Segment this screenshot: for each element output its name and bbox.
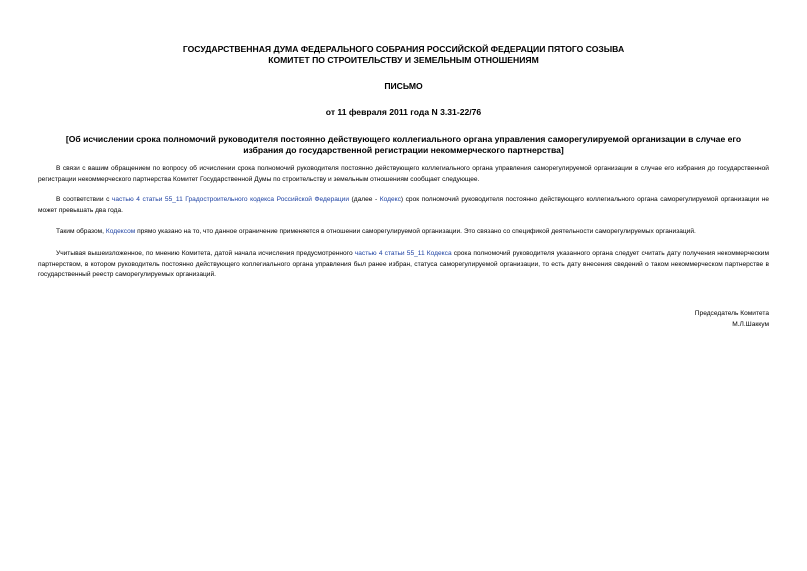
paragraph-2-text-a: В соответствии с: [56, 196, 112, 204]
issuer-line-duma: ГОСУДАРСТВЕННАЯ ДУМА ФЕДЕРАЛЬНОГО СОБРАНИЯ РОССИЙСКОЙ ФЕДЕРАЦИИ ПЯТОГО СОЗЫВА: [182, 44, 625, 54]
paragraph-4: [38, 249, 769, 281]
signature-position: Председатель Комитета: [694, 309, 769, 317]
link-code-reference[interactable]: Кодексом: [105, 228, 136, 236]
document-page: [38, 44, 769, 330]
paragraph-1: [38, 164, 769, 185]
signature-block: [38, 308, 769, 330]
paragraph-1-text: В связи с вашим обращением по вопросу об исчислении срока полномочий руководителя постоянно действующего коллегиального органа управления саморегулируемой организации в случае его избрания до государственной регистрации некоммерческого партнерства Комитет Государственной Думы по строительству и земельным отношениям сообщает следующее.: [38, 165, 769, 183]
paragraph-4-text-a: Учитывая вышеизложенное, по мнению Комитета, датой начала исчисления предусмотренного: [56, 249, 355, 257]
link-code[interactable]: Кодекс: [379, 196, 401, 204]
signature-name: М.Л.Шаккум: [732, 320, 769, 328]
link-urban-code-article[interactable]: частью 4 статьи 55_11 Градостроительного кодекса Российской Федерации: [111, 196, 350, 204]
paragraph-4-text-b: срока полномочий руководителя указанного органа следует считать дату получения некоммерческим партнерством, в котором руководитель постоянно действующего коллегиального органа управления был ранее избран, статуса саморегулируемой организации, то есть дату внесения сведений о таком некоммерческом партнерстве в государственный реестр саморегулируемых организаций.: [38, 249, 769, 279]
paragraph-3: [38, 227, 769, 238]
paragraph-3-text-a: Таким образом,: [56, 228, 106, 236]
document-title: [Об исчислении срока полномочий руководителя постоянно действующего коллегиального органа управления саморегулируемой организации в случае его избрания до государственной регистрации некоммерческого партнерства]: [65, 134, 742, 155]
paragraph-3-text-b: прямо указано на то, что данное ограничение применяется в отношении саморегулируемой организации. Это связано со спецификой деятельности саморегулируемых организаций.: [135, 228, 696, 236]
issuer-block: [38, 44, 769, 66]
link-code-article[interactable]: частью 4 статьи 55_11 Кодекса: [354, 249, 452, 257]
document-date-number: от 11 февраля 2011 года N 3.31-22/76: [325, 107, 482, 117]
paragraph-2-text-c: ) срок полномочий руководителя постоянно действующего коллегиального органа саморегулируемой организации не может превышать два года.: [38, 196, 770, 214]
issuer-line-committee: КОМИТЕТ ПО СТРОИТЕЛЬСТВУ И ЗЕМЕЛЬНЫМ ОТНОШЕНИЯМ: [268, 55, 539, 65]
document-type: ПИСЬМО: [384, 81, 423, 91]
paragraph-2-text-b: (далее -: [349, 196, 380, 204]
paragraph-2: [38, 195, 769, 216]
